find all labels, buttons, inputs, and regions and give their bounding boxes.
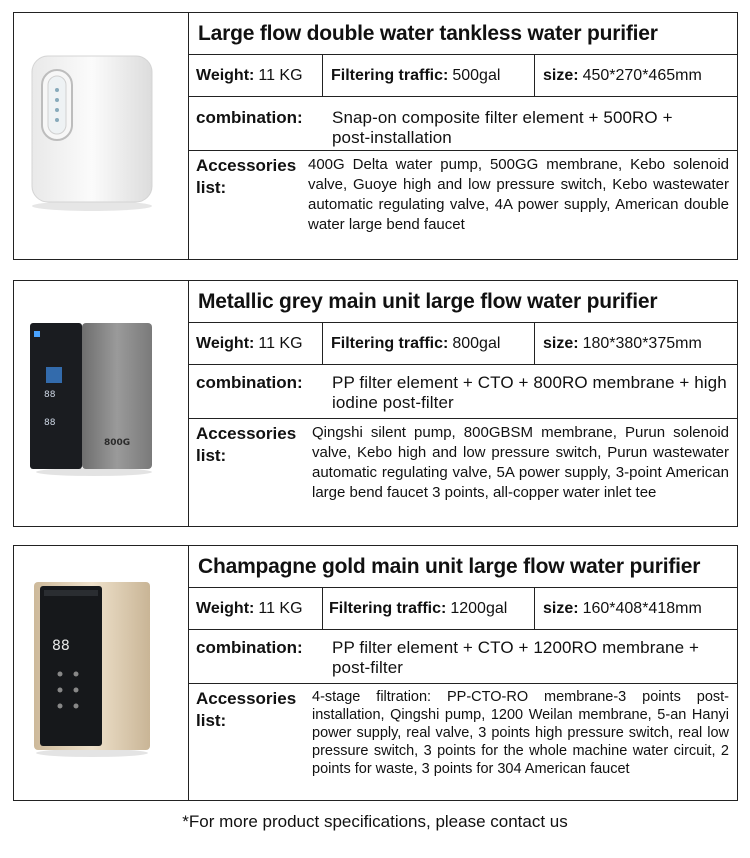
weight-label: Weight: xyxy=(196,66,255,84)
size-label: size: xyxy=(543,66,579,84)
accessories-value: Qingshi silent pump, 800GBSM membrane, Purun solenoid valve, Kebo high and low pressure switch, Purun wastewater automatic regulating valve, 5A power supply, 3-point American large bend faucet 3 points, all-copper water inlet tee xyxy=(312,424,729,501)
spec-row xyxy=(188,323,737,365)
weight-value: 11 KG xyxy=(258,599,303,617)
combination-value: PP filter element + CTO + 800RO membrane + high iodine post-filter xyxy=(332,373,727,412)
traffic-value: 500gal xyxy=(452,66,501,84)
accessories-label: Accessories list: xyxy=(196,156,297,197)
product-info xyxy=(188,546,737,800)
white-purifier-image xyxy=(28,52,156,212)
combination-row xyxy=(188,365,737,419)
traffic-label: Filtering traffic: xyxy=(331,66,449,84)
product-title: Champagne gold main unit large flow water purifier xyxy=(198,555,701,578)
svg-text:88: 88 xyxy=(44,418,56,428)
size-value: 160*408*418mm xyxy=(582,599,702,617)
accessories-row xyxy=(188,419,737,526)
traffic-value: 800gal xyxy=(452,334,501,352)
product-info xyxy=(188,281,737,526)
spec-row xyxy=(188,55,737,97)
traffic-label: Filtering traffic: xyxy=(331,334,449,352)
combination-value: PP filter element + CTO + 1200RO membrane + post-filter xyxy=(332,638,699,677)
grey-purifier-image xyxy=(28,317,156,477)
traffic-value: 1200gal xyxy=(450,599,508,617)
combination-label: combination: xyxy=(196,373,303,392)
accessories-row xyxy=(188,151,737,259)
spec-row xyxy=(188,588,737,630)
accessories-value: 400G Delta water pump, 500GG membrane, Kebo solenoid valve, Guoye high and low pressure switch, Kebo wastewater automatic regulating valve, 4A power supply, American double water large bend faucet xyxy=(308,156,729,233)
weight-label: Weight: xyxy=(196,334,255,352)
svg-text:88: 88 xyxy=(44,390,56,400)
size-label: size: xyxy=(543,599,579,617)
weight-value: 11 KG xyxy=(258,334,303,352)
product-title: Metallic grey main unit large flow water purifier xyxy=(198,290,658,313)
accessories-label: Accessories list: xyxy=(196,424,297,465)
combination-row xyxy=(188,97,737,151)
size-value: 180*380*375mm xyxy=(582,334,702,352)
product-title: Large flow double water tankless water purifier xyxy=(198,22,658,45)
combination-label: combination: xyxy=(196,638,303,657)
combination-row xyxy=(188,630,737,684)
accessories-value: 4-stage filtration: PP-CTO-RO membrane-3 points post-installation, Qingshi pump, 1200 Weilan membrane, 5-an Hanyi power supply, real valve, 3 points high pressure switch, real low pressure switch, 3 points for the whole machine water circuit, 2 points for waste, 3 points for 304 American faucet xyxy=(312,689,729,777)
traffic-label: Filtering traffic: xyxy=(329,599,447,617)
size-value: 450*270*465mm xyxy=(582,66,702,84)
weight-value: 11 KG xyxy=(258,66,303,84)
device-display: 88 xyxy=(52,638,70,654)
product-info xyxy=(188,13,737,259)
device-label: 800G xyxy=(104,438,131,448)
accessories-label: Accessories list: xyxy=(196,689,297,730)
gold-purifier-image xyxy=(30,578,154,758)
size-label: size: xyxy=(543,334,579,352)
combination-value: Snap-on composite filter element + 500RO + post-installation xyxy=(332,108,673,147)
combination-label: combination: xyxy=(196,108,303,127)
footer-note: *For more product specifications, please contact us xyxy=(182,812,568,831)
accessories-row xyxy=(188,684,737,800)
weight-label: Weight: xyxy=(196,599,255,617)
